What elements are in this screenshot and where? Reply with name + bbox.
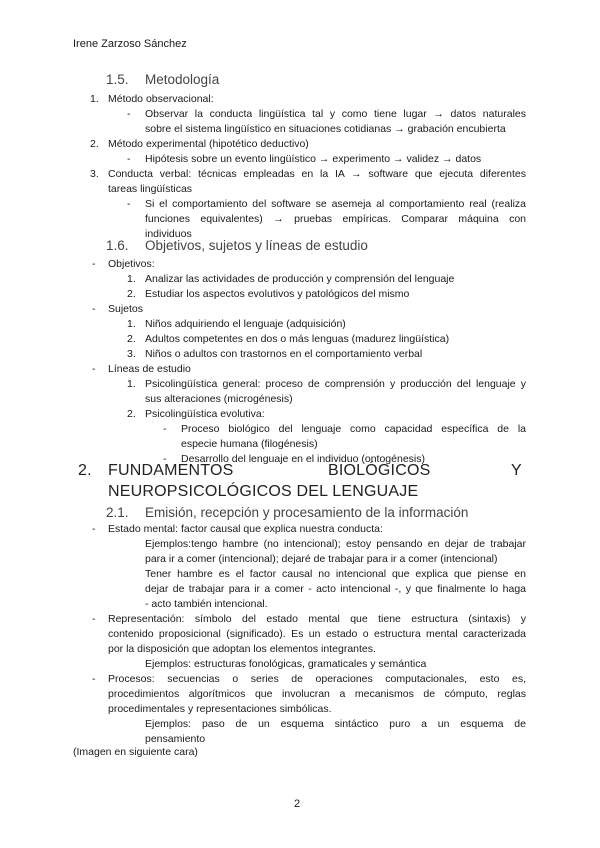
paragraph-line: pensamiento: [145, 733, 206, 745]
paragraph-line: procedimentales y representaciones simbólicas.: [108, 703, 332, 715]
heading-2-1-title: Emisión, recepción y procesamiento de la información: [145, 505, 469, 520]
heading-2-title-word: BIOLÓGICOS: [328, 462, 431, 479]
page-number: 2: [294, 798, 301, 810]
list-item: Niños o adultos con trastornos en el comportamiento verbal: [145, 348, 423, 360]
bullet-dash: -: [127, 108, 131, 120]
paragraph-line: Procesos: secuencias o series de operaciones computacionales, esto es,: [108, 673, 526, 685]
list-item: Conducta verbal: técnicas empleadas en la IA → software que ejecuta diferentes: [108, 168, 526, 180]
paragraph-line: Ejemplos:tengo hambre (no intencional); estoy pensando en dejar de trabajar: [145, 538, 526, 550]
list-number: 2.: [90, 138, 99, 150]
bullet-dash: -: [163, 423, 167, 435]
list-number: 3.: [127, 348, 136, 360]
list-item: Hipótesis sobre un evento lingüístico → experimento → validez → datos: [145, 153, 482, 165]
list-item: Psicolingüística general: proceso de comprensión y producción del lenguaje y: [145, 378, 526, 390]
list-item: sus alteraciones (microgénesis): [145, 393, 293, 405]
paragraph-line: para ir a comer (intencional); dejaré de trabajar para ir a comer (intencional): [145, 553, 498, 565]
paragraph-line: procedimientos algorítmicos que involucran a mecanismos de cómputo, reglas: [108, 688, 526, 700]
paragraph-line: Estado mental: factor causal que explica nuestra conducta:: [108, 523, 383, 535]
list-number: 1.: [127, 273, 136, 285]
list-item: Observar la conducta lingüística tal y como tiene lugar → datos naturales: [145, 108, 526, 120]
heading-1-6-title: Objetivos, sujetos y líneas de estudio: [145, 238, 368, 253]
paragraph-line: dejar de trabajar para ir a comer - acto intencional -, y que finalmente lo haga: [145, 583, 526, 595]
heading-2-title-word: Y: [511, 462, 522, 479]
heading-1-5-title: Metodología: [145, 72, 220, 87]
list-item: sobre el sistema lingüístico en situaciones cotidianas → grabación encubierta: [145, 123, 506, 135]
list-label: Sujetos: [108, 303, 144, 315]
list-item: Si el comportamiento del software se asemeja al comportamiento real (realiza: [145, 198, 526, 210]
paragraph-line: Ejemplos: estructuras fonológicas, gramaticales y semántica: [145, 658, 427, 670]
list-label: Líneas de estudio: [108, 363, 191, 375]
bullet-dash: -: [92, 673, 96, 685]
bullet-dash: -: [92, 523, 96, 535]
heading-1-6-number: 1.6.: [106, 238, 129, 253]
list-number: 2.: [127, 333, 136, 345]
list-number: 2.: [127, 408, 136, 420]
bullet-dash: -: [92, 613, 96, 625]
bullet-dash: -: [92, 258, 96, 270]
list-label: Objetivos:: [108, 258, 155, 270]
list-item: Niños adquiriendo el lenguaje (adquisición): [145, 318, 346, 330]
heading-2-1-number: 2.1.: [106, 505, 129, 520]
list-item: Desarrollo del lenguaje en el individuo (ontogénesis): [181, 453, 425, 465]
list-item: Proceso biológico del lenguaje como capacidad específica de la: [181, 423, 526, 435]
list-item: Analizar las actividades de producción y comprensión del lenguaje: [145, 273, 455, 285]
list-number: 1.: [90, 93, 99, 105]
bullet-dash: -: [127, 198, 131, 210]
bullet-dash: -: [163, 453, 167, 465]
bullet-dash: -: [92, 303, 96, 315]
list-item: tareas lingüísticas: [108, 183, 193, 195]
heading-2-title-line2: NEUROPSICOLÓGICOS DEL LENGUAJE: [108, 483, 419, 500]
list-item: individuos: [145, 228, 192, 240]
list-item: Método experimental (hipotético deductivo): [108, 138, 309, 150]
heading-1-5-number: 1.5.: [106, 72, 129, 87]
bullet-dash: -: [92, 363, 96, 375]
list-item: Estudiar los aspectos evolutivos y patológicos del mismo: [145, 288, 410, 300]
list-item: Método observacional:: [108, 93, 214, 105]
paragraph-line: - acto también intencional.: [145, 598, 268, 610]
list-item: Psicolingüística evolutiva:: [145, 408, 265, 420]
paragraph-line: Ejemplos: paso de un esquema sintáctico puro a un esquema de: [145, 718, 526, 730]
paragraph-line: Tener hambre es el factor causal no intencional que explica que piense en: [145, 568, 526, 580]
list-item: especie humana (filogénesis): [181, 438, 318, 450]
paragraph-line: Representación: símbolo del estado mental que tiene estructura (sintaxis) y: [108, 613, 526, 625]
list-number: 2.: [127, 288, 136, 300]
author-header: Irene Zarzoso Sánchez: [73, 38, 187, 50]
list-number: 1.: [127, 378, 136, 390]
heading-2-number: 2.: [78, 462, 92, 479]
list-item: funciones equivalentes) → pruebas empíricas. Comparar máquina con: [145, 213, 526, 225]
paragraph-line: por la disposición que adoptan los elementos integrantes.: [108, 643, 376, 655]
list-item: Adultos competentes en dos o más lenguas (madurez lingüística): [145, 333, 450, 345]
footer-note: (Imagen en siguiente cara): [73, 746, 198, 758]
heading-2-title-word: FUNDAMENTOS: [108, 462, 234, 479]
bullet-dash: -: [127, 153, 131, 165]
paragraph-line: contenido proposicional (significado). Es un estado o estructura mental caracterizada: [108, 628, 526, 640]
list-number: 1.: [127, 318, 136, 330]
list-number: 3.: [90, 168, 99, 180]
